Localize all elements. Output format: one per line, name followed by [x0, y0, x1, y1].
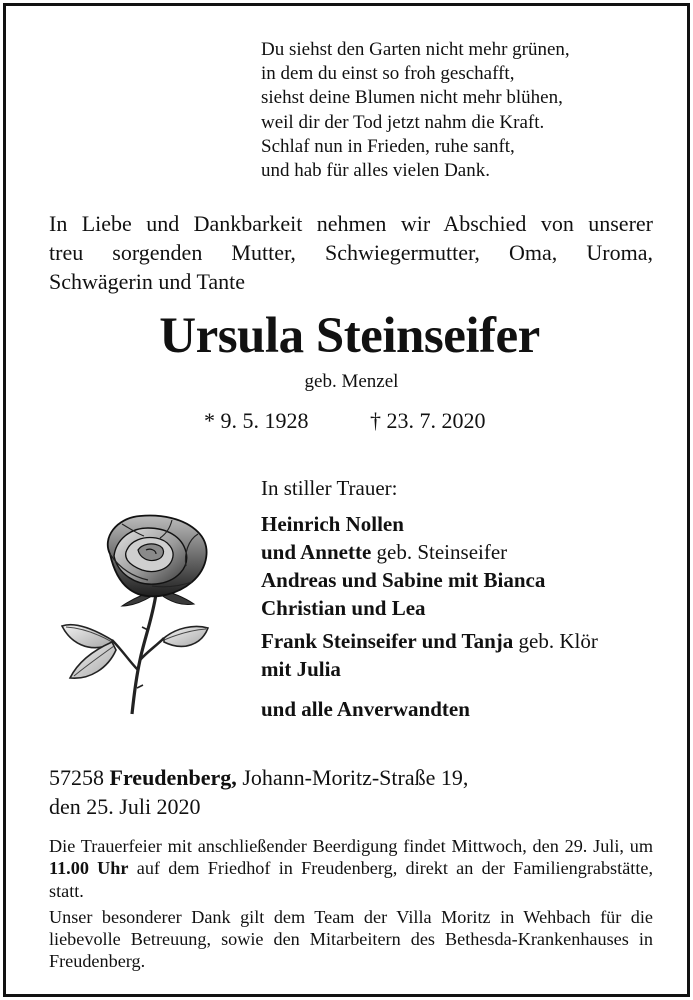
mourner-note: geb. Klör — [513, 629, 598, 653]
mourner-name: Andreas und Sabine mit Bianca — [261, 568, 546, 592]
funeral-notice — [49, 835, 653, 902]
birth-date: * 9. 5. 1928 — [204, 408, 309, 433]
intro-text — [49, 209, 653, 296]
poem-line: Schlaf nun in Frieden, ruhe sanft, — [261, 135, 515, 157]
mourners-heading: In stiller Trauer: — [261, 476, 398, 500]
poem-line: und hab für alles vielen Dank. — [261, 160, 490, 182]
street: Johann-Moritz-Straße 19, — [236, 765, 469, 790]
deceased-name: Ursula Steinseifer — [159, 308, 540, 364]
city: Freudenberg, — [109, 765, 237, 790]
intro-line: treu sorgenden Mutter, Schwiegermutter, Oma, Uroma, — [49, 240, 653, 265]
mourner-note: geb. Steinseifer — [371, 540, 508, 564]
mourner-line — [261, 594, 681, 622]
notes-block — [49, 835, 653, 973]
thanks-notice: Unser besonderer Dank gilt dem Team der Villa Moritz in Wehbach für die liebevolle Betreuung, sowie den Mitarbeitern des Bethesda-Krankenhauses in Freudenberg. — [49, 906, 653, 972]
mourner-relatives: und alle Anverwandten — [261, 697, 470, 721]
poem-line: siehst deine Blumen nicht mehr blühen, — [261, 87, 563, 109]
date-line: den 25. Juli 2020 — [49, 794, 201, 819]
mourner-name: Heinrich Nollen — [261, 512, 404, 536]
poem-line: in dem du einst so froh geschafft, — [261, 63, 515, 85]
funeral-text: auf dem Friedhof in Freudenberg, direkt an der Familiengrabstätte, statt. — [49, 858, 653, 901]
obituary-frame — [3, 3, 690, 997]
mourner-line — [261, 538, 681, 566]
mourner-line — [261, 627, 681, 655]
intro-line: Schwägerin und Tante — [49, 269, 246, 294]
poem-line: weil dir der Tod jetzt nahm die Kraft. — [261, 111, 545, 133]
address-line — [49, 763, 653, 792]
rose-icon — [52, 510, 232, 720]
mourner-name: Christian und Lea — [261, 596, 426, 620]
funeral-time: 11.00 Uhr — [49, 858, 129, 879]
mourner-line — [261, 695, 681, 723]
death-date: † 23. 7. 2020 — [370, 408, 486, 433]
mourner-name: Frank Steinseifer und Tanja — [261, 629, 514, 653]
mourner-name: mit Julia — [261, 657, 341, 681]
address-block — [49, 763, 653, 821]
postcode: 57258 — [49, 765, 110, 790]
poem-line: Du siehst den Garten nicht mehr grünen, — [261, 39, 570, 60]
mourner-line — [261, 510, 681, 538]
poem — [261, 38, 661, 183]
mourner-line — [261, 655, 681, 683]
mourner-line — [261, 566, 681, 594]
mourner-name: und Annette — [261, 540, 372, 564]
mourners-block — [261, 474, 681, 723]
maiden-name: geb. Menzel — [304, 371, 399, 392]
funeral-text: Die Trauerfeier mit anschließender Beerdigung findet Mittwoch, den 29. Juli, um — [49, 836, 653, 856]
intro-line: In Liebe und Dankbarkeit nehmen wir Abschied von unserer — [49, 211, 653, 236]
